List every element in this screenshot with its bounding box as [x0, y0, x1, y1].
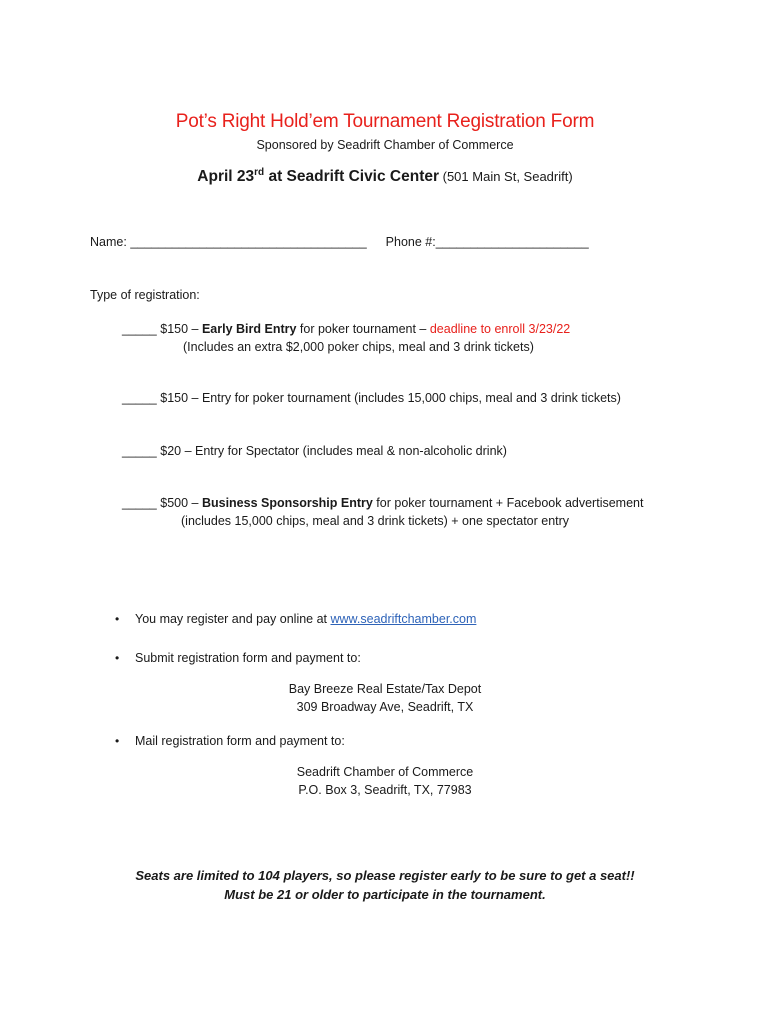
seating-limit-text: Seats are limited to 104 players, so please register early to be sure to get a seat!!	[135, 868, 635, 883]
name-field[interactable]: __________________________________	[130, 235, 367, 249]
mail-address-line-1: Seadrift Chamber of Commerce	[296, 765, 474, 779]
age-requirement-text: Must be 21 or older to participate in the tournament.	[224, 887, 546, 902]
option-checkbox-blank[interactable]: _____	[122, 496, 157, 510]
option-text: $20 – Entry for Spectator (includes meal & non-alcoholic drink)	[156, 444, 507, 458]
online-text: You may register and pay online at	[135, 612, 331, 626]
option-price: $150 –	[156, 322, 202, 336]
phone-label: Phone #:	[385, 235, 436, 249]
option-spectator	[122, 444, 507, 458]
bullet-submit	[115, 651, 361, 665]
option-checkbox-blank[interactable]: _____	[122, 322, 157, 336]
option-name: Business Sponsorship Entry	[201, 496, 373, 510]
event-date: April 23	[197, 168, 255, 186]
bullet-icon: •	[115, 651, 120, 665]
option-text: $150 – Entry for poker tournament (includes 15,000 chips, meal and 3 drink tickets)	[156, 391, 621, 405]
registration-type-label: Type of registration:	[90, 288, 200, 302]
mail-text: Mail registration form and payment to:	[135, 734, 345, 748]
event-venue: at Seadrift Civic Center	[264, 168, 440, 186]
mail-address	[0, 763, 770, 799]
mail-address-line-2: P.O. Box 3, Seadrift, TX, 77983	[298, 783, 472, 797]
bullet-icon: •	[115, 734, 120, 748]
submit-address-line-2: 309 Broadway Ave, Seadrift, TX	[296, 700, 474, 714]
bullet-online	[115, 612, 476, 626]
bullet-mail	[115, 734, 345, 748]
phone-field[interactable]: ______________________	[435, 235, 589, 249]
submit-text: Submit registration form and payment to:	[135, 651, 361, 665]
option-business-detail: (includes 15,000 chips, meal and 3 drink tickets) + one spectator entry	[181, 514, 570, 528]
name-label: Name:	[90, 235, 127, 249]
option-desc: for poker tournament + Facebook advertisement	[372, 496, 644, 510]
event-address: (501 Main St, Seadrift)	[439, 169, 573, 185]
bullet-icon: •	[115, 612, 120, 626]
event-date-line	[0, 167, 770, 186]
option-early-bird-detail: (Includes an extra $2,000 poker chips, meal and 3 drink tickets)	[183, 340, 534, 354]
option-name: Early Bird Entry	[201, 322, 297, 336]
contact-fields	[90, 235, 589, 249]
sponsor-line: Sponsored by Seadrift Chamber of Commerce	[256, 138, 514, 152]
option-early-bird	[122, 322, 570, 336]
submit-address-line-1: Bay Breeze Real Estate/Tax Depot	[288, 682, 482, 696]
option-poker-entry	[122, 391, 621, 405]
seating-notice	[0, 866, 770, 904]
option-desc: for poker tournament –	[296, 322, 430, 336]
form-title: Pot’s Right Hold’em Tournament Registration Form	[175, 111, 595, 132]
submit-address	[0, 680, 770, 716]
option-checkbox-blank[interactable]: _____	[122, 391, 157, 405]
chamber-website-link[interactable]: www.seadriftchamber.com	[330, 612, 477, 626]
option-checkbox-blank[interactable]: _____	[122, 444, 157, 458]
option-business-sponsorship	[122, 496, 643, 510]
option-price: $500 –	[156, 496, 202, 510]
event-date-suffix: rd	[254, 167, 265, 178]
option-deadline: deadline to enroll 3/23/22	[429, 322, 571, 336]
